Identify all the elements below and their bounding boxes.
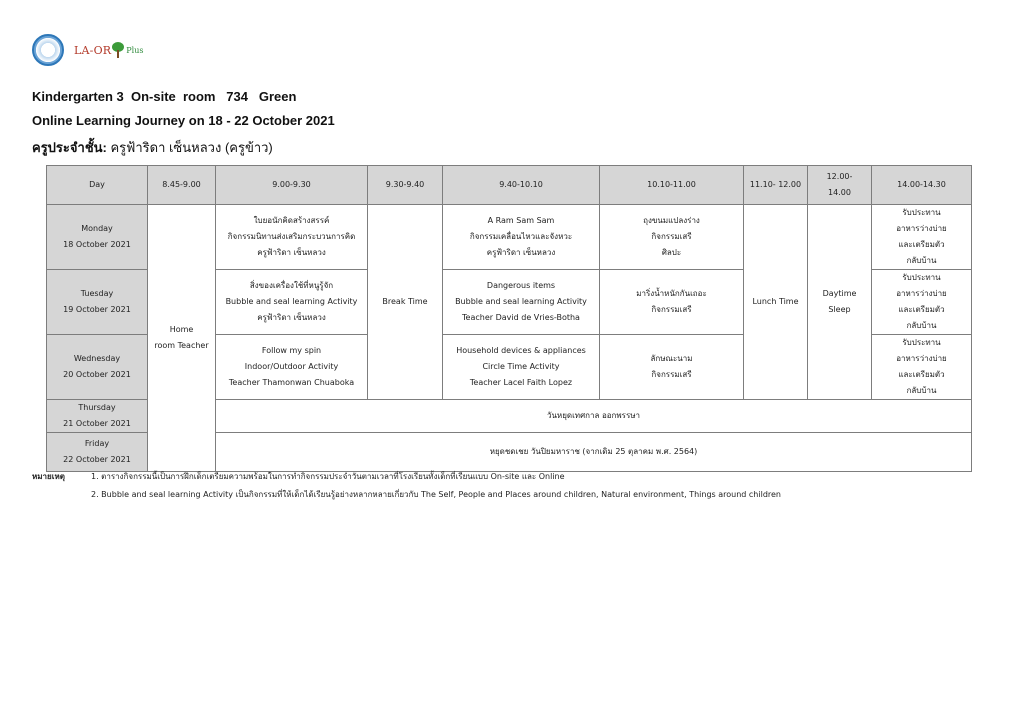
- lunch-time-cell: Lunch Time: [744, 205, 808, 400]
- notes-label: หมายเหตุ: [32, 472, 65, 481]
- activity-cell: ลักษณะนาม กิจกรรมเสรี: [600, 335, 744, 400]
- header-time-5: 10.10-11.00: [600, 166, 744, 205]
- activity-cell: มาริ่งน้ำหนักกันเถอะ กิจกรรมเสรี: [600, 270, 744, 335]
- header-row: [47, 166, 972, 205]
- school-seal-icon: [32, 34, 64, 66]
- header-time-8: 14.00-14.30: [872, 166, 972, 205]
- afternoon-cell: รับประทาน อาหารว่างบ่าย และเตรียมตัว กลับบ้าน: [872, 205, 972, 270]
- break-time-cell: Break Time: [368, 205, 443, 400]
- holiday-note: หยุดชดเชย วันปิยมหาราช (จากเดิม 25 ตุลาคม พ.ศ. 2564): [216, 433, 972, 472]
- day-cell: Thursday 21 October 2021: [47, 400, 148, 433]
- brand-plus: Plus: [126, 45, 144, 55]
- daytime-sleep-cell: Daytime Sleep: [808, 205, 872, 400]
- schedule-table: [46, 165, 972, 472]
- note-item: 1. ตารางกิจกรรมนี้เป็นการฝึกเด็กเตรียมความพร้อมในการทำกิจกรรมประจำวันตามเวลาที่โรงเรียนทั้งเด็กที่เรียนแบบ On-site และ Online: [91, 472, 565, 481]
- activity-cell: ใบยอนักคิดสร้างสรรค์ กิจกรรมนิทานส่งเสริมกระบวนการคิด ครูฟ้าริดา เซ็นหลวง: [216, 205, 368, 270]
- table-row: [47, 205, 972, 270]
- header-time-4: 9.40-10.10: [443, 166, 600, 205]
- logo-area: [32, 32, 143, 68]
- journey-title: Online Learning Journey on 18 - 22 October 2021: [32, 113, 335, 128]
- teacher-label: ครูประจำชั้น:: [32, 140, 107, 155]
- afternoon-cell: รับประทาน อาหารว่างบ่าย และเตรียมตัว กลับบ้าน: [872, 335, 972, 400]
- day-cell: Friday 22 October 2021: [47, 433, 148, 472]
- teacher-name: ครูฟ้าริดา เซ็นหลวง (ครูข้าว): [106, 140, 273, 155]
- day-cell: Monday 18 October 2021: [47, 205, 148, 270]
- header-time-2: 9.00-9.30: [216, 166, 368, 205]
- home-room-cell: Home room Teacher: [148, 205, 216, 472]
- day-cell: Wednesday 20 October 2021: [47, 335, 148, 400]
- homeroom-teacher: [32, 137, 273, 158]
- activity-cell: สิ่งของเครื่องใช้ที่หนูรู้จัก Bubble and seal learning Activity ครูฟ้าริดา เซ็นหลวง: [216, 270, 368, 335]
- activity-cell: Dangerous items Bubble and seal learning Activity Teacher David de Vries-Botha: [443, 270, 600, 335]
- tree-icon: [112, 42, 124, 58]
- afternoon-cell: รับประทาน อาหารว่างบ่าย และเตรียมตัว กลับบ้าน: [872, 270, 972, 335]
- brand-name: LA-OR: [74, 43, 112, 57]
- activity-cell: A Ram Sam Sam กิจกรรมเคลื่อนไหวและจังหวะ ครูฟ้าริดา เซ็นหลวง: [443, 205, 600, 270]
- header-day: Day: [47, 166, 148, 205]
- class-title: Kindergarten 3 On-site room 734 Green: [32, 89, 297, 104]
- activity-cell: ถุงขนมแปลงร่าง กิจกรรมเสรี ศิลปะ: [600, 205, 744, 270]
- holiday-note: วันหยุดเทศกาล ออกพรรษา: [216, 400, 972, 433]
- header-time-6: 11.10- 12.00: [744, 166, 808, 205]
- header-time-1: 8.45-9.00: [148, 166, 216, 205]
- header-time-7: 12.00- 14.00: [808, 166, 872, 205]
- brand-logo: [74, 42, 143, 58]
- activity-cell: Household devices & appliances Circle Time Activity Teacher Lacel Faith Lopez: [443, 335, 600, 400]
- note-item: 2. Bubble and seal learning Activity เป็นกิจกรรมที่ให้เด็กได้เรียนรู้อย่างหลากหลายเกี่ยวกับ The Self, People and Places around children, Natural environment, Things around children: [91, 490, 781, 499]
- day-cell: Tuesday 19 October 2021: [47, 270, 148, 335]
- header-time-3: 9.30-9.40: [368, 166, 443, 205]
- activity-cell: Follow my spin Indoor/Outdoor Activity Teacher Thamonwan Chuaboka: [216, 335, 368, 400]
